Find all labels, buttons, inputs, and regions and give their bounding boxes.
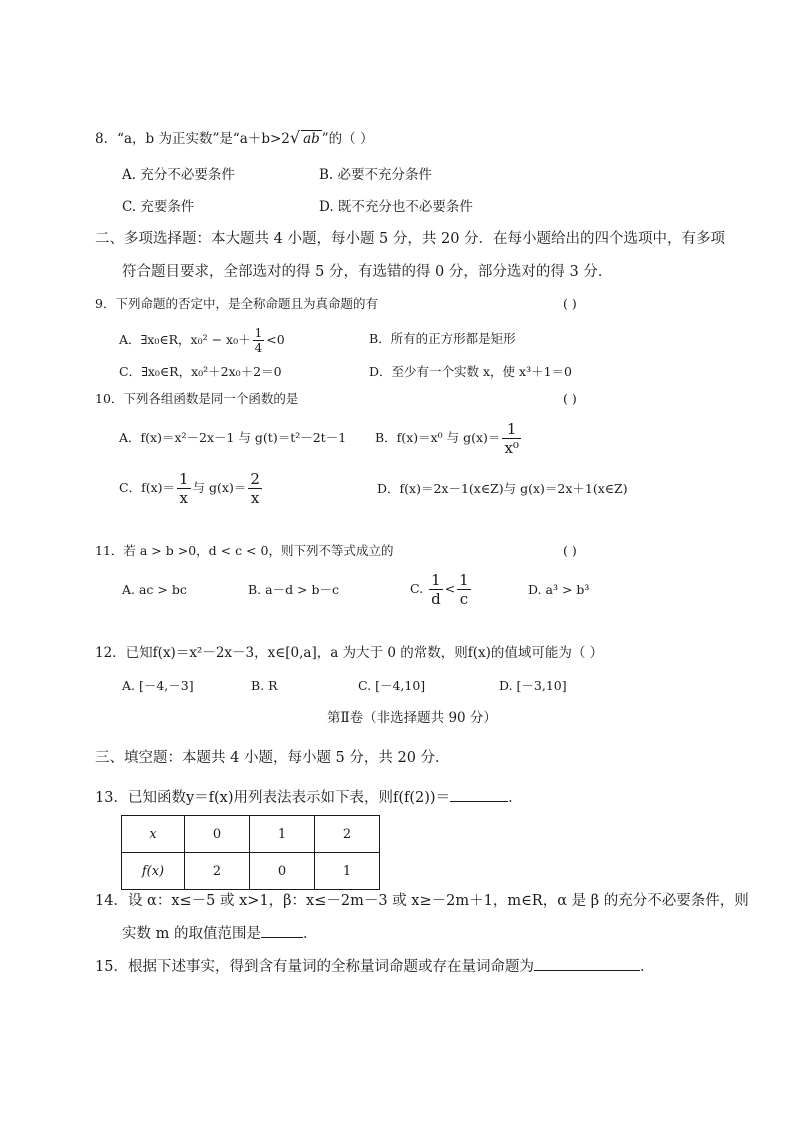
q14-line2 (122, 923, 317, 944)
q9-a-text: A．∃x₀∈R，x₀² − x₀＋ (119, 332, 251, 347)
q10-option-a: A．f(x)＝x²－2x－1 与 g(t)＝t²－2t－1 (119, 430, 347, 445)
q15-stem-tail: ． (639, 959, 655, 975)
q11-c-mid: < (444, 581, 456, 596)
q10-c-fraction-2 (248, 470, 262, 507)
q11-option-a: A. ac > bc (122, 582, 187, 597)
q12-stem: 12．已知f(x)＝x²－2x－3，x∈[0,a]，a 为大于 0 的常数，则f(x)的值域可能为（ ） (95, 645, 604, 661)
table-cell: x (122, 816, 185, 853)
q10-option-b (375, 420, 523, 457)
q9-a-fraction (253, 326, 265, 355)
q8-stem-tail: ”的（ ） (321, 131, 374, 147)
fraction-numerator: 1 (506, 420, 517, 438)
q12-option-c: C. [－4,10] (358, 678, 426, 693)
q8-option-d: D. 既不充分也不必要条件 (319, 199, 473, 215)
q8-option-c: C. 充要条件 (122, 199, 195, 215)
q10-c-text: C．f(x)＝ (119, 480, 175, 495)
table-cell: 1 (315, 853, 380, 890)
q14-line1: 14．设 α：x≤－5 或 x>1，β：x≤－2m－3 或 x≥－2m＋1，m∈R，α 是 β 的充分不必要条件，则 (95, 893, 749, 909)
q11-c-label: C. (410, 581, 424, 596)
fraction-denominator: d (431, 590, 441, 608)
q14-line2-tail: ． (302, 926, 318, 942)
q8-stem (95, 128, 373, 149)
fraction-numerator: 1 (459, 571, 469, 589)
table-cell: 1 (250, 816, 315, 853)
table-cell: f(x) (122, 853, 185, 890)
q14-line2-text: 实数 m 的取值范围是 (122, 926, 261, 942)
q9-stem: 9．下列命题的否定中，是全称命题且为真命题的有 (95, 296, 378, 311)
q8-stem-text: 8．“a，b 为正实数”是“a＋b>2 (95, 131, 290, 147)
q15-stem-text: 15．根据下述事实，得到含有量词的全称量词命题或存在量词命题为 (95, 959, 534, 975)
q11-c-fraction-2 (457, 571, 471, 608)
q12-option-a: A. [－4,－3] (122, 678, 194, 693)
q9-option-d: D．至少有一个实数 x，使 x³＋1＝0 (369, 364, 572, 379)
q8-sqrt-ab: ab (303, 131, 320, 147)
table-cell: 2 (185, 853, 250, 890)
q10-option-c (119, 470, 264, 507)
q9-answer-paren: ( ) (563, 296, 577, 311)
fraction-numerator: 1 (179, 470, 189, 488)
q10-option-d: D．f(x)＝2x－1(x∈Z)与 g(x)＝2x＋1(x∈Z) (377, 481, 628, 496)
sqrt-sign: √ (289, 128, 301, 147)
q8-option-a: A. 充分不必要条件 (122, 167, 235, 183)
q11-answer-paren: ( ) (563, 543, 577, 558)
fraction-numerator: 1 (254, 326, 263, 340)
fraction-denominator: c (457, 589, 471, 608)
q10-c-fraction-1 (177, 470, 191, 507)
fraction-denominator: x (177, 488, 191, 507)
q11-stem: 11．若 a > b >0，d < c < 0，则下列不等式成立的 (95, 543, 394, 558)
q13-stem-text: 13．已知函数y＝f(x)用列表法表示如下表，则f(f(2))＝ (95, 790, 451, 806)
table-cell: 0 (250, 853, 315, 890)
section2-line2: 符合题目要求，全部选对的得 5 分，有选错的得 0 分，部分选对的得 3 分． (122, 264, 613, 280)
q9-option-c: C．∃x₀∈R，x₀²＋2x₀＋2＝0 (119, 364, 282, 379)
q12-option-d: D. [－3,10] (499, 678, 567, 693)
section3-heading: 三、填空题：本题共 4 小题，每小题 5 分，共 20 分． (95, 750, 450, 766)
q11-option-c (410, 571, 473, 608)
q15-stem (95, 956, 654, 977)
fraction-denominator: 4 (254, 341, 263, 355)
q12-option-b: B. R (251, 678, 278, 693)
q13-stem (95, 787, 523, 808)
table-cell: 2 (315, 816, 380, 853)
q13-table (121, 815, 380, 890)
q10-c-mid: 与 g(x)＝ (192, 480, 247, 495)
q13-answer-blank[interactable] (450, 787, 508, 802)
q13-stem-tail: ． (508, 790, 523, 806)
q11-option-d: D. a³ > b³ (528, 582, 590, 597)
fraction-denominator: x⁰ (504, 439, 519, 457)
section2-line1: 二、多项选择题：本大题共 4 小题，每小题 5 分，共 20 分．在每小题给出的四个选项中，有多项 (95, 231, 726, 247)
q11-option-b: B. a－d > b－c (248, 582, 340, 597)
q9-a-tail: <0 (266, 332, 285, 347)
table-row (122, 853, 380, 890)
q11-c-fraction-1 (429, 571, 443, 608)
q14-answer-blank[interactable] (261, 923, 303, 938)
fraction-numerator: 2 (250, 470, 260, 488)
q9-option-b: B．所有的正方形都是矩形 (369, 331, 516, 346)
q10-b-text: B．f(x)＝x⁰ 与 g(x)＝ (375, 430, 501, 445)
fraction-denominator: x (248, 488, 262, 507)
q10-stem: 10．下列各组函数是同一个函数的是 (95, 391, 299, 406)
q9-option-a (119, 326, 285, 355)
q10-answer-paren: ( ) (563, 391, 577, 406)
q8-option-b: B. 必要不充分条件 (319, 167, 433, 183)
q10-b-fraction (502, 420, 520, 457)
part2-title: 第Ⅱ卷（非选择题共 90 分） (327, 710, 497, 726)
table-cell: 0 (185, 816, 250, 853)
table-row (122, 816, 380, 853)
q15-answer-blank[interactable] (534, 956, 640, 971)
fraction-numerator: 1 (431, 571, 441, 589)
